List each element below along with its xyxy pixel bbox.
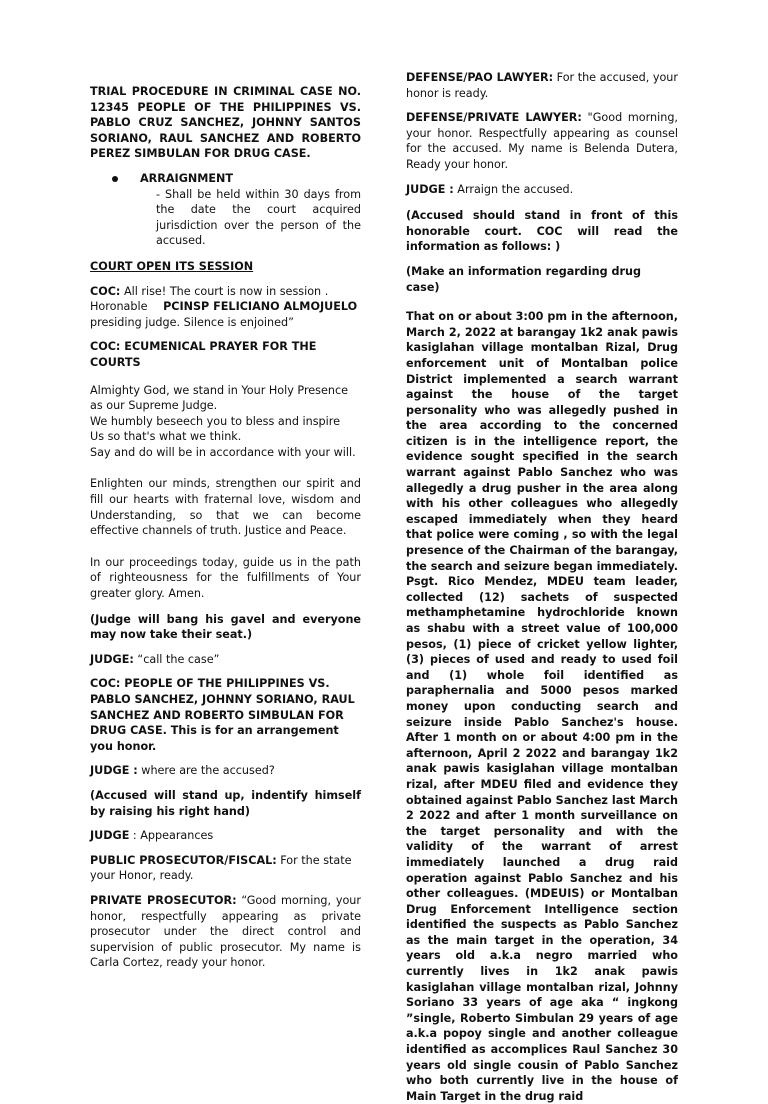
- public-prosecutor: [90, 853, 361, 884]
- judge-call-text: “call the case”: [133, 652, 220, 666]
- honorable-text: Horonable: [90, 300, 148, 314]
- right-column: [406, 70, 678, 1104]
- private-prosecutor: [90, 893, 361, 971]
- prayer-line-2: as our Supreme Judge.: [90, 399, 218, 413]
- bullet-icon: [112, 176, 118, 182]
- coc-case-statement: COC: PEOPLE OF THE PHILIPPINES VS. PABLO SANCHEZ, JOHNNY SORIANO, RAUL SANCHEZ AND ROBERTO SIMBULAN FOR DRUG CASE. This is for an arrangement you honor.: [90, 677, 355, 753]
- judge-label: JUDGE :: [90, 764, 138, 778]
- judge-where-text: where are the accused?: [137, 764, 275, 778]
- judge-label: JUDGE :: [406, 182, 454, 196]
- judge-label: JUDGE: [90, 829, 130, 843]
- prayer-paragraph-3: In our proceedings today, guide us in the path of righteousness for the fulfillments of Your greater glory. Amen.: [90, 555, 361, 601]
- document-title: TRIAL PROCEDURE IN CRIMINAL CASE NO. 12345 PEOPLE OF THE PHILIPPINES VS. PABLO CRUZ SANCHEZ, JOHNNY SANTOS SORIANO, RAUL SANCHEZ AND ROBERTO PEREZ SIMBULAN FOR DRUG CASE.: [90, 85, 361, 161]
- accused-front-instruction: (Accused should stand in front of this honorable court. COC will read the information as follows: ): [406, 209, 678, 254]
- judge-call: [90, 652, 361, 668]
- prayer-line-5: Say and do will be in accordance with your will.: [90, 445, 356, 459]
- defense-pao-label: DEFENSE/PAO LAWYER:: [406, 71, 554, 84]
- judge-arraign: [406, 182, 678, 198]
- arraignment-detail: [112, 187, 361, 249]
- public-prosecutor-label: PUBLIC PROSECUTOR/FISCAL:: [90, 853, 277, 867]
- private-prosecutor-label: PRIVATE PROSECUTOR:: [90, 893, 237, 907]
- coc-rise-text: All rise! The court is now in session .: [120, 284, 329, 298]
- left-column: [90, 70, 361, 971]
- accused-stand-instruction: (Accused will stand up, indentify himself by raising his right hand): [90, 788, 361, 818]
- coc-label: COC:: [90, 284, 121, 298]
- coc-rise: [90, 284, 361, 331]
- judge-appearances: [90, 828, 361, 844]
- prayer-line-3: We humbly beseech you to bless and inspire: [90, 414, 340, 428]
- make-information-note: (Make an information regarding drug case): [406, 264, 642, 294]
- judge-label: JUDGE:: [90, 652, 134, 666]
- arraignment-dash: - Shall be: [156, 187, 212, 201]
- arraignment-text: held within 30 days from the date the court acquired jurisdiction over the person of the accused.: [156, 187, 361, 248]
- private-prosecutor-text: “Good morning, your honor, respectfully appearing as private prosecutor under the direct control and supervision of public prosecutor. My name is Carla Cortez, ready your honor.: [90, 893, 361, 970]
- judge-name: PCINSP FELICIANO ALMOJUELO: [163, 300, 358, 314]
- information-paragraph: That on or about 3:00 pm in the afternoon, March 2, 2022 at barangay 1k2 anak pawis kasiglahan village montalban Rizal, Drug enforcement unit of Montalban police District implemented a search warrant against the house of the target personality who was allegedly pushed in the area according to the concerned citizen is in the intelligence report, the evidence sought specified in the search warrant against Pablo Sanchez who was allegedly a drug pusher in the area along with his other colleagues who allegedly escaped immediately when they heard that police were coming , so with the legal presence of the Chairman of the barangay, the search and seizure began immediately. Psgt. Rico Mendez, MDEU team leader, collected (12) sachets of suspected methamphetamine hydrochloride known as shabu with a street value of 100,000 pesos, (1) piece of cricket yellow lighter, (3) pieces of used and ready to used foil and (1) whole foil identified as paraphernalia and 5000 pesos marked money upon conducting search and seizure inside Pablo Sanchez's house. After 1 month on or about 4:00 pm in the afternoon, April 2 2022 and barangay 1k2 anak pawis kasiglahan village montalban rizal, after MDEU filed and evidence they obtained against Pablo Sanchez last March 2 2022 and after 1 month surveillance on the target personality and with the validity of the warrant of arrest immediately launched a drug raid operation against Pablo Sanchez and his other colleagues. (MDEUIS) or Montalban Drug Enforcement Intelligence section identified the suspects as Pablo Sanchez as the main target in the operation, 34 years old a.k.a negro married who currently lives in 1k2 anak pawis kasiglahan village montalban rizal, Johnny Soriano 33 years of age aka “ ingkong ”single, Roberto Simbulan 29 years of age a.k.a popoy single and another colleague identified as accomplices Raul Sanchez 30 years old single cousin of Pablo Sanchez who both currently live in the house of Main Target in the drug raid: [406, 310, 679, 1103]
- prayer-line-4: Us so that's what we think.: [90, 430, 242, 444]
- defense-private-text: "Good morning, your honor. Respectfully appearing as counsel for the accused. My name is Belenda Dutera, Ready your honor.: [406, 111, 678, 171]
- defense-private-label: DEFENSE/PRIVATE LAWYER:: [406, 111, 582, 125]
- prayer-paragraph-2: Enlighten our minds, strengthen our spirit and fill our hearts with fraternal love, wisdom and Understanding, so that we can become effective channels of truth. Justice and Peace.: [90, 477, 361, 538]
- prayer-line-1: Almighty God, we stand in Your Holy Presence: [90, 383, 349, 397]
- gavel-instruction: (Judge will bang his gavel and everyone may now take their seat.): [90, 612, 361, 642]
- defense-pao: [406, 70, 678, 101]
- arraignment-label: ARRAIGNMENT: [140, 171, 234, 185]
- prayer-heading: COC: ECUMENICAL PRAYER FOR THE COURTS: [90, 340, 317, 369]
- defense-private: [406, 110, 678, 172]
- judge-arraign-text: Arraign the accused.: [453, 182, 574, 196]
- judge-appearances-text: : Appearances: [129, 829, 214, 843]
- public-prosecutor-text: For the state your Honor, ready.: [90, 853, 352, 883]
- defense-pao-text: For the accused, your honor is ready.: [406, 71, 678, 100]
- presiding-text: presiding judge. Silence is enjoined”: [90, 315, 294, 329]
- court-open-heading: COURT OPEN ITS SESSION: [90, 259, 254, 273]
- judge-where: [90, 763, 361, 779]
- arraignment-list: [90, 171, 361, 249]
- arraignment-item: [112, 171, 361, 187]
